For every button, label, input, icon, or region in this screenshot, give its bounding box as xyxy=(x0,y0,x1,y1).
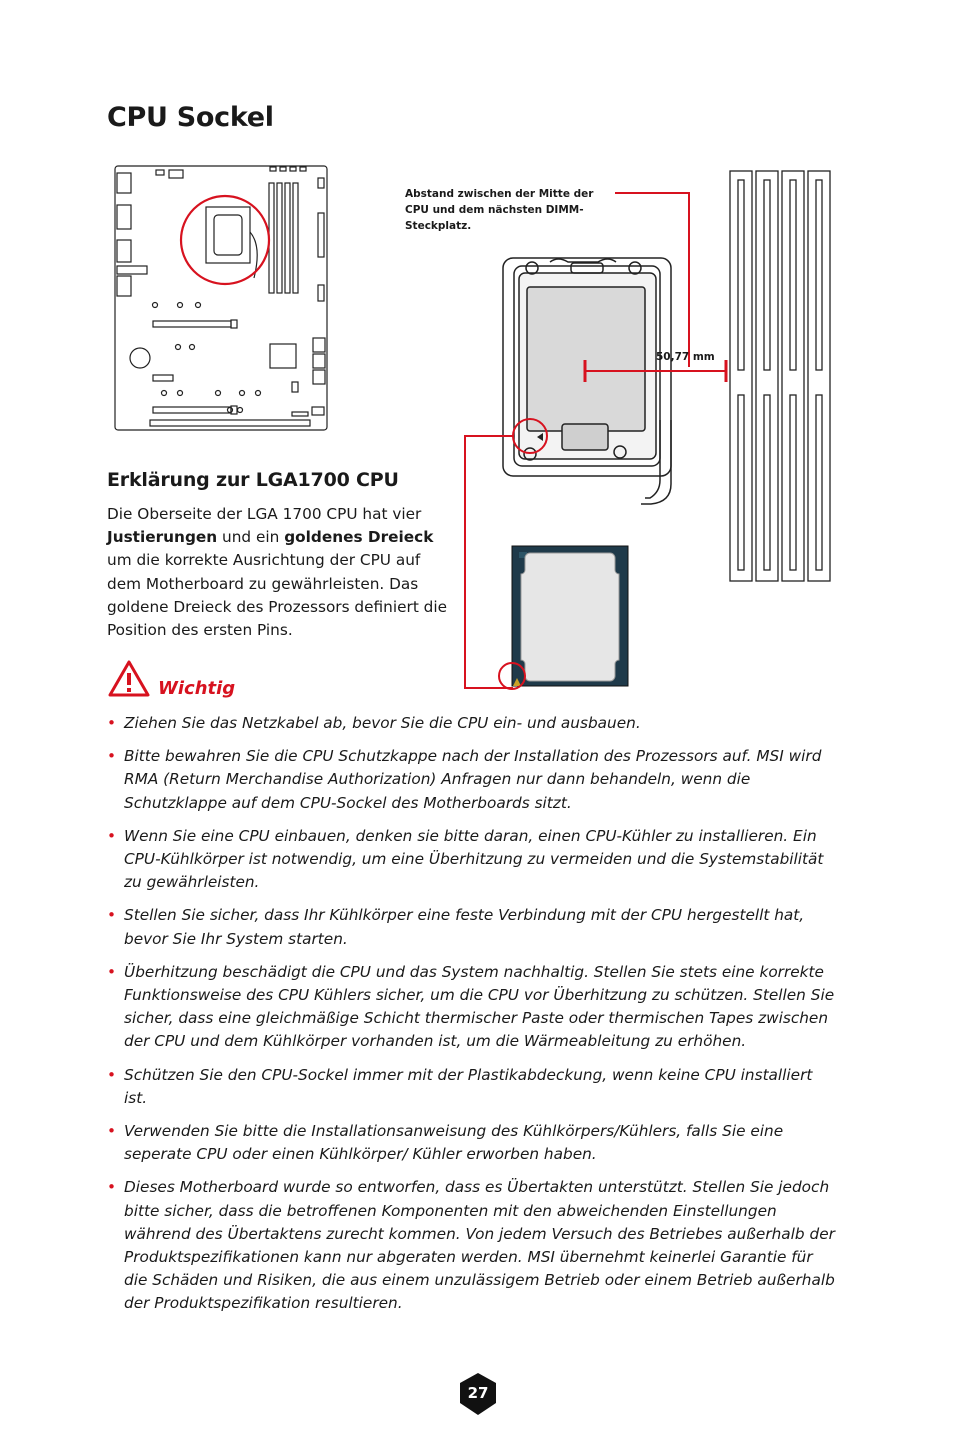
list-item: • Verwenden Sie bitte die Installationsanweisung des Kühlkörpers/Kühlers, falls Sie eine seperate CPU oder einen Kühlkörper/ Kühler erworben haben. xyxy=(107,1122,784,1164)
bullet-icon: • xyxy=(107,714,117,732)
section-heading: Erklärung zur LGA1700 CPU xyxy=(107,469,399,491)
socket-highlight-circle xyxy=(181,196,269,284)
page-number: 27 xyxy=(467,1384,489,1402)
bullet-icon: • xyxy=(107,747,117,766)
bullet-icon: • xyxy=(107,1122,117,1141)
page-title: CPU Sockel xyxy=(107,102,274,133)
socket-closeup xyxy=(503,258,671,504)
dimm-slots xyxy=(730,171,830,581)
warning-icon xyxy=(107,659,151,699)
list-item: • Wenn Sie eine CPU einbauen, denken sie bitte daran, einen CPU-Kühler zu installieren. Ein CPU-Kühlkörper ist notwendig, um eine Überhitzung zu vermeiden und die Systemstabilität zu gewährleisten. xyxy=(107,826,824,892)
list-item: • Schützen Sie den CPU-Sockel immer mit der Plastikabdeckung, wenn keine CPU installiert ist. xyxy=(107,1065,813,1107)
bullet-icon: • xyxy=(107,826,117,845)
list-item: • Ziehen Sie das Netzkabel ab, bevor Sie die CPU ein- und ausbauen. xyxy=(107,712,837,735)
distance-label-line1: Abstand zwischen der Mitte der xyxy=(405,188,594,200)
cpu-chip xyxy=(512,546,628,686)
intro-paragraph: Die Oberseite der LGA 1700 CPU hat vier Justierungen und ein goldenes Dreieck um die korrekte Ausrichtung der CPU auf dem Motherboard zu gewährleisten. Das goldene Dreieck des Prozessors definiert die Position des ersten Pins. xyxy=(107,505,448,640)
bullet-icon: • xyxy=(107,1065,117,1084)
bullet-icon: • xyxy=(107,1178,117,1197)
distance-label-line3: Steckplatz. xyxy=(405,220,472,232)
list-item: • Stellen Sie sicher, dass Ihr Kühlkörper eine feste Verbindung mit der CPU hergestellt hat, bevor Sie Ihr System starten. xyxy=(107,906,805,948)
bullet-icon: • xyxy=(107,906,117,925)
list-item: • Überhitzung beschädigt die CPU und das System nachhaltig. Stellen Sie stets eine korrekte Funktionsweise des CPU Kühlers sicher, um die CPU vor Überhitzung zu schützen. Stellen Sie sicher, dass eine gleichmäßige Schicht thermischer Paste oder thermischen Tapes zwischen der CPU und dem Kühlkörper vorhanden ist, um die Wärmeableitung zu erhöhen. xyxy=(107,962,835,1051)
bullet-icon: • xyxy=(107,962,117,981)
important-label: Wichtig xyxy=(158,678,236,699)
important-notes-list xyxy=(107,712,837,1326)
measurement-label: 50,77 mm xyxy=(656,351,715,363)
list-item: • Bitte bewahren Sie die CPU Schutzkappe nach der Installation des Prozessors auf. MSI wird RMA (Return Merchandise Authorization) Anfragen nur dann behandeln, wenn die Schutzklappe auf dem CPU-Sockel des Motherboards sitzt. xyxy=(107,747,822,812)
list-item: • Dieses Motherboard wurde so entworfen, dass es Übertakten unterstützt. Stellen Sie jedoch bitte sicher, dass die betroffenen Komponenten mit den abweichenden Einstellungen während des Übertaktens zurecht kommen. Von jedem Versuch des Betriebes außerhalb der Produktspezifikationen kann nur abgeraten werden. MSI übernehmt keinerlei Garantie für die Schäden und Risiken, die aus einem unzulässigem Betrieb oder einem Betrieb außerhalb der Produktspezifikation resultieren. xyxy=(107,1178,835,1313)
motherboard-layout xyxy=(115,166,327,430)
distance-label-line2: CPU und dem nächsten DIMM- xyxy=(405,204,584,216)
